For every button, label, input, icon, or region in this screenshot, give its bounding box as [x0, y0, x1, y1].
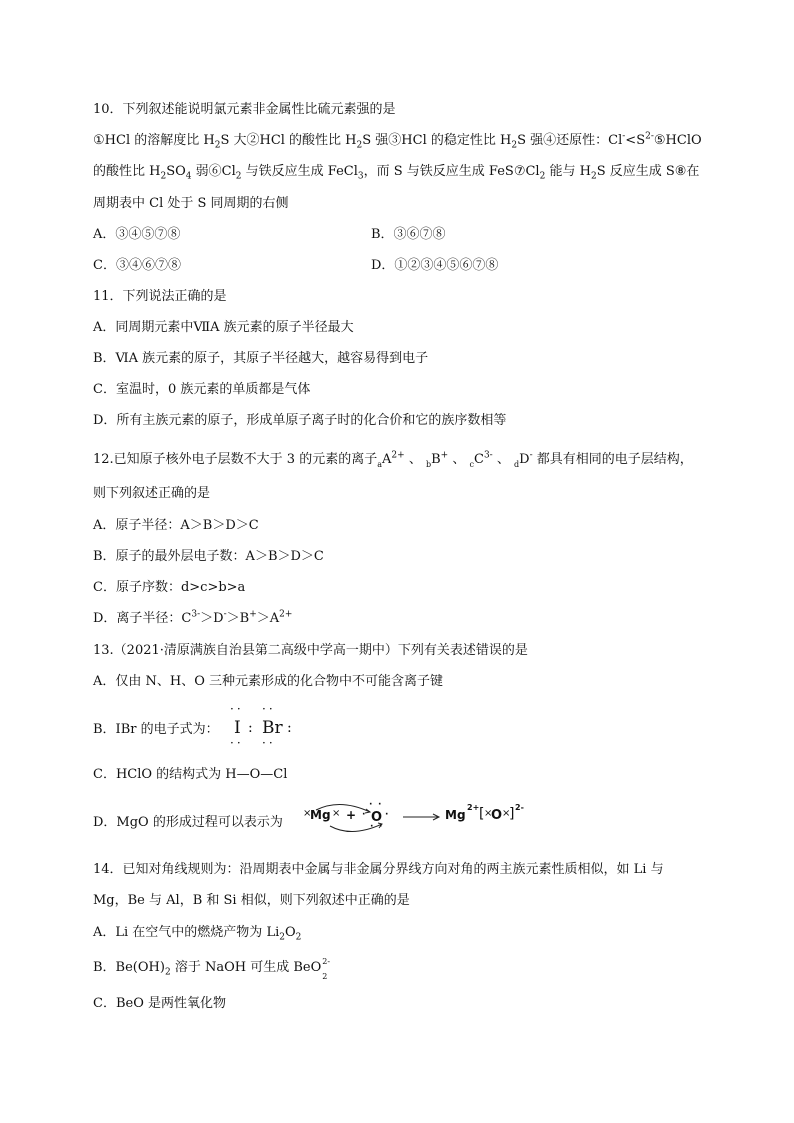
q10-statement-line-2: 的酸性比 $H_2SO_4$ 弱$⑥Cl_2$ 与铁反应生成 FeCl$_3$，而 S 与铁反应生成 $FeS⑦Cl_2$ 能与 $H_2S$ 反应生成 S⑧在 [93, 164, 700, 182]
q10-option-b: B．③⑥⑦⑧ [371, 227, 446, 242]
q14-option-b: B．$Be(OH)_2$ 溶于 NaOH 可生成 BeO 2- 2 [93, 956, 331, 981]
q12-option-c: C．原子序数：d>c>b>a [93, 580, 246, 595]
q12-stem-line-2: 则下列叙述正确的是 [93, 486, 211, 501]
q12-option-b: B．原子的最外层电子数：A＞B＞D＞C [93, 549, 324, 564]
q11-option-b: B．ⅥA 族元素的原子，其原子半径越大，越容易得到电子 [93, 351, 429, 366]
q13-option-c: C．HClO 的结构式为 H—O—Cl [93, 767, 288, 782]
q10-option-a: A．③④⑤⑦⑧ [93, 227, 181, 242]
mgo-formation-diagram: × Mg × + · · · O · · · Mg 2+ [ × O × ] 2- [300, 800, 530, 840]
q11-stem: 11．下列说法正确的是 [93, 289, 227, 304]
q14-option-a: A．Li 在空气中的燃烧产物为 $Li_2O_2$ [93, 925, 302, 943]
q13-option-d: D．MgO 的形成过程可以表示为 [93, 815, 283, 830]
q11-option-c: C．室温时，0 族元素的单质都是气体 [93, 382, 311, 397]
q13-stem: 13.（2021·清原满族自治县第二高级中学高一期中）下列有关表述错误的是 [93, 643, 528, 658]
q12-stem: 12.已知原子核外电子层数不大于 3 的元素的离子$_aA^{2+}$ 、 $_b$B+ 、 $_cC^{3-}$ 、 $_d$D- 都具有相同的电子层结构， [93, 450, 693, 469]
q10-statement-line-3: 周期表中 Cl 处于 S 同周期的右侧 [93, 196, 289, 211]
q12-option-d: D．离子半径：$C^{3-}>D^->B^+>A^{2+}$ [93, 609, 293, 626]
q10-option-c: C．③④⑥⑦⑧ [93, 258, 181, 273]
ibr-electron-formula: ·· I ·· : ·· Br : ·· [230, 702, 292, 750]
q11-option-d: D．所有主族元素的原子，形成单原子离子时的化合价和它的族序数相等 [93, 413, 507, 428]
q13-option-a: A．仅由 N、H、O 三种元素形成的化合物中不可能含离子键 [93, 674, 444, 689]
q11-option-a: A．同周期元素中ⅦA 族元素的原子半径最大 [93, 320, 354, 335]
q14-option-c: C．BeO 是两性氧化物 [93, 996, 226, 1011]
q10-statement-line-1: ①HCl 的溶解度比 $H_2S$ 大②HCl 的酸性比 $H_2S$ 强③HCl 的稳定性比 $H_2S$ 强④还原性：$Cl^-<S^{2-}⑤HClO$ [93, 131, 702, 151]
q12-option-a: A．原子半径：A＞B＞D＞C [93, 518, 259, 533]
q10-stem: 10．下列叙述能说明氯元素非金属性比硫元素强的是 [93, 102, 396, 117]
q14-stem: 14．已知对角线规则为：沿周期表中金属与非金属分界线方向对角的两主族元素性质相似，如 Li 与 [93, 862, 664, 877]
q14-stem-line-2: Mg，Be 与 Al，B 和 Si 相似，则下列叙述中正确的是 [93, 893, 410, 908]
q10-option-d: D．①②③④⑤⑥⑦⑧ [371, 258, 499, 273]
q13-option-b: B．IBr 的电子式为： [93, 722, 219, 737]
